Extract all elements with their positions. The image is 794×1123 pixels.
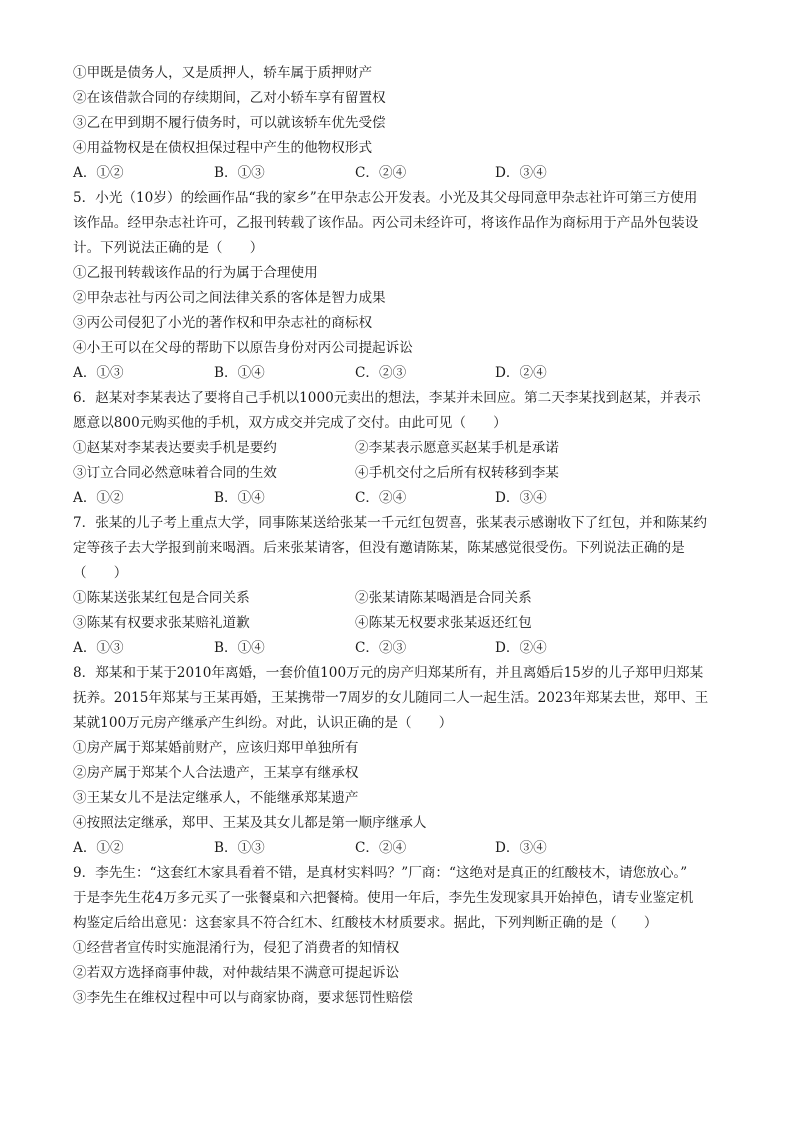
- question-8-stem-line: 8．郑某和于某于2010年离婚，一套价值100万元的房产归郑某所有，并且离婚后15岁的儿子郑甲归郑某: [73, 665, 704, 681]
- statement-4: ④用益物权是在债权担保过程中产生的他物权形式: [73, 140, 373, 156]
- question-8-stem-line: 抚养。2015年郑某与王某再婚，王某携带一7周岁的女儿随同二人一起生活。2023年郑某去世，郑甲、王: [73, 690, 709, 706]
- option-c[interactable]: C．②④: [355, 165, 407, 181]
- question-6-stem-line: 愿意以800元购买他的手机，双方成交并完成了交付。由此可见（ ）: [73, 415, 507, 431]
- answer-options: [73, 488, 724, 508]
- question-5-stem-line: 该作品。经甲杂志社许可，乙报刊转载了该作品。丙公司未经许可，将该作品作为商标用于产品外包装设: [73, 215, 699, 231]
- option-c[interactable]: C．②④: [355, 840, 407, 856]
- option-a[interactable]: A．①③: [73, 640, 124, 656]
- option-c[interactable]: C．②③: [355, 365, 407, 381]
- option-b[interactable]: B．①③: [214, 165, 265, 181]
- statement-3: ③乙在甲到期不履行债务时，可以就该轿车优先受偿: [73, 115, 386, 131]
- option-b[interactable]: B．①④: [214, 490, 265, 506]
- statement-3: ③王某女儿不是法定继承人，不能继承郑某遗产: [73, 790, 359, 806]
- option-c[interactable]: C．②③: [355, 640, 407, 656]
- statement-4: ④陈某无权要求张某返还红包: [355, 615, 532, 631]
- option-b[interactable]: B．①④: [214, 640, 265, 656]
- answer-options: [73, 638, 724, 658]
- statement-2: ②张某请陈某喝酒是合同关系: [355, 590, 532, 606]
- option-d[interactable]: D．③④: [495, 840, 547, 856]
- question-9-stem-line: 于是李先生花4万多元买了一张餐桌和六把餐椅。使用一年后，李先生发现家具开始掉色，请专业鉴定机: [73, 890, 694, 906]
- question-8-stem-line: 某就100万元房产继承产生纠纷。对此，认识正确的是（ ）: [73, 715, 453, 731]
- statement-1: ①乙报刊转载该作品的行为属于合理使用: [73, 265, 318, 281]
- statement-4: ④小王可以在父母的帮助下以原告身份对丙公司提起诉讼: [73, 340, 413, 356]
- question-5-stem-line: 5．小光（10岁）的绘画作品“我的家乡”在甲杂志公开发表。小光及其父母同意甲杂志社许可第三方使用: [73, 190, 698, 206]
- option-d[interactable]: D．②④: [495, 365, 547, 381]
- option-d[interactable]: D．②④: [495, 640, 547, 656]
- option-d[interactable]: D．③④: [495, 490, 547, 506]
- statement-3: ③李先生在维权过程中可以与商家协商，要求惩罚性赔偿: [73, 990, 413, 1006]
- option-b[interactable]: B．①④: [214, 365, 265, 381]
- option-a[interactable]: A．①③: [73, 365, 124, 381]
- option-b[interactable]: B．①③: [214, 840, 265, 856]
- answer-options: [73, 163, 724, 183]
- question-7-stem-line: 7．张某的儿子考上重点大学，同事陈某送给张某一千元红包贺喜，张某表示感谢收下了红包，并和陈某约: [73, 515, 707, 531]
- statement-2: ②甲杂志社与丙公司之间法律关系的客体是智力成果: [73, 290, 386, 306]
- option-a[interactable]: A．①②: [73, 490, 124, 506]
- statement-row: [73, 438, 724, 458]
- question-6-stem-line: 6．赵某对李某表达了要将自己手机以1000元卖出的想法，李某并未回应。第二天李某找到赵某，并表示: [73, 390, 701, 406]
- statement-1: ①经营者宣传时实施混淆行为，侵犯了消费者的知情权: [73, 940, 400, 956]
- question-9-stem-line: 构鉴定后给出意见：这套家具不符合红木、红酸枝木材质要求。据此，下列判断正确的是（ ）: [73, 915, 658, 931]
- statement-3: ③陈某有权要求张某赔礼道歉: [73, 615, 250, 631]
- option-a[interactable]: A．①②: [73, 165, 124, 181]
- statement-1: ①赵某对李某表达要卖手机是要约: [73, 440, 277, 456]
- statement-row: [73, 463, 724, 483]
- statement-4: ④按照法定继承，郑甲、王某及其女儿都是第一顺序继承人: [73, 815, 427, 831]
- statement-3: ③丙公司侵犯了小光的著作权和甲杂志社的商标权: [73, 315, 373, 331]
- statement-2: ②在该借款合同的存续期间，乙对小轿车享有留置权: [73, 90, 386, 106]
- statement-1: ①甲既是债务人，又是质押人，轿车属于质押财产: [73, 65, 373, 81]
- answer-options: [73, 838, 724, 858]
- statement-row: [73, 588, 724, 608]
- statement-3: ③订立合同必然意味着合同的生效: [73, 465, 277, 481]
- option-a[interactable]: A．①②: [73, 840, 124, 856]
- statement-2: ②李某表示愿意买赵某手机是承诺: [355, 440, 559, 456]
- statement-2: ②若双方选择商事仲裁，对仲裁结果不满意可提起诉讼: [73, 965, 400, 981]
- statement-1: ①房产属于郑某婚前财产，应该归郑甲单独所有: [73, 740, 359, 756]
- question-5-stem-line: 计。下列说法正确的是（ ）: [73, 240, 264, 256]
- answer-options: [73, 363, 724, 383]
- question-9-stem-line: 9．李先生：“这套红木家具看着不错，是真材实料吗？”厂商：“这绝对是真正的红酸枝木，请您放心。”: [73, 865, 688, 881]
- option-d[interactable]: D．③④: [495, 165, 547, 181]
- statement-row: [73, 613, 724, 633]
- option-c[interactable]: C．②④: [355, 490, 407, 506]
- statement-4: ④手机交付之后所有权转移到李某: [355, 465, 559, 481]
- statement-1: ①陈某送张某红包是合同关系: [73, 590, 250, 606]
- statement-2: ②房产属于郑某个人合法遗产，王某享有继承权: [73, 765, 359, 781]
- question-7-stem-line: （ ）: [73, 565, 128, 581]
- question-7-stem-line: 定等孩子去大学报到前来喝酒。后来张某请客，但没有邀请陈某，陈某感觉很受伤。下列说法正确的是: [73, 540, 685, 556]
